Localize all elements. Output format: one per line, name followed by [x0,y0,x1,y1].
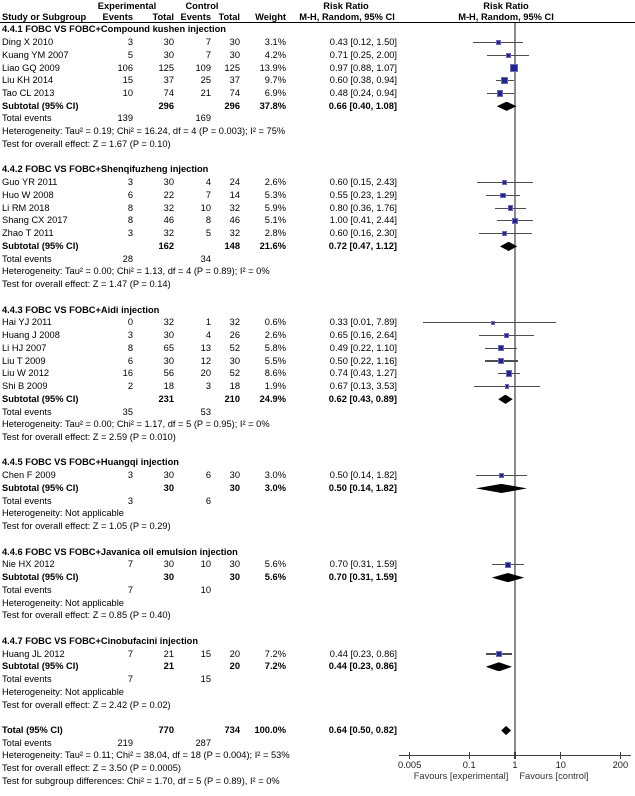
control-total: 18 [229,381,240,392]
experimental-events: 5 [127,49,133,60]
experimental-events: 3 [127,330,133,341]
overall-effect-test-text: Test for overall effect: Z = 1.05 (P = 0.29) [2,521,171,532]
axis-tick-label: 10 [555,759,566,770]
experimental-total: 125 [158,62,174,73]
weight-value: 3.0% [264,470,286,481]
total-events-experimental: 139 [117,113,133,124]
effect-square-marker [502,78,507,83]
control-total: 46 [229,215,240,226]
risk-ratio-ci-text: 0.70 [0.31, 1.59] [329,559,397,570]
heterogeneity-text: Heterogeneity: Not applicable [2,508,124,519]
axis-tick-label: 0.1 [462,759,476,770]
risk-ratio-ci-text: 0.48 [0.24, 0.94] [329,88,397,98]
overall-effect-test-text: Test for overall effect: Z = 2.42 (P = 0.02) [2,699,171,710]
total-events-label: Total events [2,406,52,417]
total-events-control: 169 [195,113,211,124]
overall-effect-test-text: Test for overall effect: Z = 1.47 (P = 0.14) [2,279,171,290]
risk-ratio-ci-text: 0.44 [0.23, 0.86] [329,648,397,659]
column-total-experimental: Total [152,11,174,22]
subtotal-diamond [476,484,527,493]
study-name: Liu T 2009 [2,355,46,366]
axis-tick-label: 0.005 [397,759,422,770]
control-events: 6 [205,470,211,481]
subtotal-control-total: 148 [224,240,240,251]
weight-value: 6.9% [264,88,286,98]
total-events-control: 53 [200,406,211,417]
experimental-events: 15 [122,75,133,86]
control-events: 8 [205,215,211,226]
risk-ratio-ci-text: 0.71 [0.25, 2.00] [329,49,397,60]
effect-square-marker [509,206,513,210]
subtotal-ci-text: 0.50 [0.14, 1.82] [328,482,397,493]
experimental-total: 46 [163,215,174,226]
heterogeneity-text: Heterogeneity: Tau² = 0.00; Chi² = 1.17, df = 5 (P = 0.95); I² = 0% [2,419,270,430]
control-events: 5 [205,228,211,239]
subgroup-heading: 4.4.7 FOBC VS FOBC+Cinobufacini injection [2,635,199,646]
weight-value: 5.3% [264,189,286,200]
control-events: 3 [205,381,211,392]
subtotal-weight: 3.0% [264,482,286,493]
risk-ratio-ci-text: 0.49 [0.22, 1.10] [329,342,397,353]
axis-tick [560,752,561,759]
subtotal-diamond [498,395,512,404]
total-events-control: 10 [200,584,211,595]
subtotal-weight: 37.8% [259,100,286,111]
control-total: 37 [229,75,240,86]
experimental-events: 2 [127,381,133,392]
subtotal-label: Subtotal (95% CI) [2,572,79,583]
total-diamond [501,726,511,735]
risk-ratio-ci-text: 0.65 [0.16, 2.64] [329,330,397,341]
experimental-total: 30 [163,559,174,570]
axis-tick-label: 1 [512,759,518,770]
total-events-label: Total events [2,495,52,506]
weight-value: 8.6% [264,368,286,379]
study-name: Huang JL 2012 [2,648,65,659]
subtotal-diamond [492,573,525,582]
subtotal-weight: 21.6% [259,240,286,251]
header-rule [0,22,635,23]
subtotal-experimental-total: 21 [163,661,174,672]
control-events: 10 [200,559,211,570]
heterogeneity-text: Heterogeneity: Tau² = 0.11; Chi² = 38.04, df = 18 (P = 0.004); I² = 53% [2,750,290,761]
subtotal-label: Subtotal (95% CI) [2,240,79,251]
subtotal-weight: 7.2% [264,661,286,672]
control-events: 25 [200,75,211,86]
subtotal-weight: 24.9% [259,393,286,404]
column-risk-ratio-plot: Risk Ratio [483,1,529,11]
risk-ratio-ci-text: 0.67 [0.13, 3.53] [329,381,397,392]
effect-square-marker [498,91,502,95]
weight-value: 5.6% [264,559,286,570]
control-events: 15 [200,648,211,659]
study-name: Zhao T 2011 [2,228,54,239]
study-name: Liao GQ 2009 [2,62,60,73]
study-name: Ding X 2010 [2,37,54,48]
total-events-experimental: 7 [127,584,133,595]
subtotal-control-total: 210 [224,393,240,404]
favours-control-label: Favours [control] [519,770,589,781]
experimental-events: 8 [127,342,133,353]
subtotal-experimental-total: 30 [163,482,174,493]
experimental-total: 56 [163,368,174,379]
risk-ratio-ci-text: 0.60 [0.16, 2.30] [329,228,397,239]
column-group-experimental: Experimental [97,1,157,11]
control-events: 7 [205,37,211,48]
total-experimental-total: 770 [158,725,174,735]
experimental-total: 21 [163,648,174,659]
weight-value: 2.6% [264,330,286,341]
subtotal-ci-text: 0.62 [0.43, 0.89] [328,393,397,404]
experimental-events: 3 [127,228,133,239]
column-events-control: Events [180,11,211,22]
experimental-total: 30 [163,177,174,188]
weight-value: 5.8% [264,342,286,353]
subtotal-experimental-total: 231 [158,393,174,404]
effect-square-marker [503,232,506,235]
weight-value: 5.1% [264,215,286,226]
total-ci-text: 0.64 [0.50, 0.82] [328,725,397,735]
weight-value: 2.8% [264,228,286,239]
weight-value: 0.6% [264,317,286,328]
subtotal-control-total: 20 [229,661,240,672]
subtotal-experimental-total: 30 [163,572,174,583]
experimental-total: 30 [163,330,174,341]
experimental-total: 22 [163,189,174,200]
subgroup-heading: 4.4.2 FOBC VS FOBC+Shenqifuzheng injection [2,164,209,175]
favours-experimental-label: Favours [experimental] [413,770,509,781]
experimental-total: 32 [163,317,174,328]
total-events-label: Total events [2,253,52,264]
study-name: Li HJ 2007 [2,342,47,353]
weight-value: 9.7% [264,75,286,86]
subgroup-heading: 4.4.5 FOBC VS FOBC+Huangqi injection [2,457,179,468]
total-events-label: Total events [2,584,52,595]
heterogeneity-text: Heterogeneity: Tau² = 0.19; Chi² = 16.24, df = 4 (P = 0.003); I² = 75% [2,126,286,137]
subtotal-experimental-total: 296 [158,100,174,111]
control-total: 32 [229,317,240,328]
study-name: Li RM 2018 [2,202,50,213]
axis-tick [469,752,470,759]
axis-tick [409,752,410,759]
study-name: Huang J 2008 [2,330,60,341]
effect-square-marker [506,563,510,567]
control-events: 21 [200,88,211,98]
column-study-or-subgroup: Study or Subgroup [2,11,87,22]
experimental-total: 18 [163,381,174,392]
axis-tick [514,752,515,759]
experimental-events: 8 [127,215,133,226]
total-events-label: Total events [2,674,52,685]
experimental-events: 16 [122,368,133,379]
subtotal-label: Subtotal (95% CI) [2,393,79,404]
study-name: Shi B 2009 [2,381,48,392]
overall-effect-test-text: Test for overall effect: Z = 0.85 (P = 0.40) [2,610,171,621]
subgroup-differences-test-text: Test for subgroup differences: Chi² = 1.70, df = 5 (P = 0.89), I² = 0% [2,775,280,786]
effect-square-marker [503,181,506,184]
axis-tick [620,752,621,759]
column-method-plot: M-H, Random, 95% CI [458,11,554,22]
total-events-experimental: 28 [122,253,133,264]
risk-ratio-ci-text: 0.97 [0.88, 1.07] [329,62,397,73]
risk-ratio-ci-text: 0.60 [0.38, 0.94] [329,75,397,86]
control-total: 26 [229,330,240,341]
subgroup-heading: 4.4.3 FOBC VS FOBC+Aidi injection [2,304,160,315]
total-events-control: 287 [195,737,211,748]
subtotal-label: Subtotal (95% CI) [2,482,79,493]
subtotal-experimental-total: 162 [158,240,174,251]
heterogeneity-text: Heterogeneity: Not applicable [2,597,124,608]
column-group-control: Control [185,1,219,11]
total-events-experimental: 219 [117,737,133,748]
effect-square-marker [499,346,503,350]
subtotal-diamond [486,662,512,671]
weight-value: 3.1% [264,37,286,48]
experimental-total: 65 [163,342,174,353]
overall-effect-test-text: Test for overall effect: Z = 1.67 (P = 0.10) [2,138,171,149]
total-events-experimental: 35 [122,406,133,417]
total-control-total: 734 [224,725,240,735]
control-total: 30 [229,37,240,48]
risk-ratio-ci-text: 0.74 [0.43, 1.27] [329,368,397,379]
experimental-events: 6 [127,355,133,366]
effect-square-marker [497,652,501,656]
total-events-label: Total events [2,737,52,748]
control-total: 30 [229,470,240,481]
risk-ratio-ci-text: 0.50 [0.22, 1.16] [329,355,397,366]
subgroup-heading: 4.4.6 FOBC VS FOBC+Javanica oil emulsion injection [2,546,238,557]
study-name: Hai YJ 2011 [2,317,52,328]
control-events: 7 [205,189,211,200]
subtotal-control-total: 296 [224,100,240,111]
experimental-events: 8 [127,202,133,213]
experimental-total: 30 [163,37,174,48]
control-events: 13 [200,342,211,353]
subtotal-ci-text: 0.70 [0.31, 1.59] [328,572,397,583]
control-events: 4 [205,177,211,188]
control-events: 7 [205,49,211,60]
effect-square-marker [492,322,494,324]
study-name: Chen F 2009 [2,470,56,481]
experimental-total: 32 [163,228,174,239]
risk-ratio-ci-text: 0.55 [0.23, 1.29] [329,189,397,200]
study-name: Nie HX 2012 [2,559,55,570]
study-name: Kuang YM 2007 [2,49,69,60]
total-events-control: 34 [200,253,211,264]
study-name: Huo W 2008 [2,189,54,200]
effect-square-marker [499,359,503,363]
effect-square-marker [505,334,508,337]
control-total: 30 [229,559,240,570]
experimental-events: 3 [127,470,133,481]
ci-line [423,322,556,323]
control-events: 109 [195,62,211,73]
experimental-total: 30 [163,49,174,60]
weight-value: 5.9% [264,202,286,213]
experimental-events: 106 [117,62,133,73]
experimental-total: 74 [163,88,174,98]
subtotal-ci-text: 0.72 [0.47, 1.12] [328,240,397,251]
weight-value: 7.2% [264,648,286,659]
study-name: Liu KH 2014 [2,75,54,86]
control-total: 14 [229,189,240,200]
subtotal-weight: 5.6% [264,572,286,583]
control-events: 1 [205,317,211,328]
column-events-experimental: Events [102,11,133,22]
risk-ratio-ci-text: 0.33 [0.01, 7.89] [329,317,397,328]
risk-ratio-ci-text: 0.50 [0.14, 1.82] [329,470,397,481]
subtotal-label: Subtotal (95% CI) [2,661,79,672]
total-weight: 100.0% [254,725,286,735]
subtotal-ci-text: 0.44 [0.23, 0.86] [328,661,397,672]
effect-square-marker [507,371,512,376]
experimental-events: 3 [127,177,133,188]
total-events-experimental: 7 [127,674,133,685]
weight-value: 1.9% [264,381,286,392]
column-total-control: Total [218,11,240,22]
effect-square-marker [500,474,503,477]
risk-ratio-ci-text: 0.43 [0.12, 1.50] [329,37,397,48]
experimental-total: 32 [163,202,174,213]
column-risk-ratio-text: Risk Ratio [323,1,369,11]
control-events: 10 [200,202,211,213]
control-total: 24 [229,177,240,188]
column-weight: Weight [255,11,286,22]
control-events: 12 [200,355,211,366]
total-events-experimental: 3 [127,495,133,506]
total-events-label: Total events [2,113,52,124]
risk-ratio-ci-text: 0.60 [0.15, 2.43] [329,177,397,188]
subgroup-heading: 4.4.1 FOBC VS FOBC+Compound kushen injection [2,24,226,35]
total-events-control: 6 [205,495,211,506]
control-total: 30 [229,49,240,60]
control-total: 32 [229,202,240,213]
study-name: Tao CL 2013 [2,88,55,98]
effect-square-marker [506,385,509,388]
effect-square-marker [507,54,510,57]
control-total: 32 [229,228,240,239]
weight-value: 13.9% [259,62,286,73]
weight-value: 4.2% [264,49,286,60]
effect-square-marker [497,41,500,44]
overall-effect-test-text: Test for overall effect: Z = 2.59 (P = 0.010) [2,431,176,442]
experimental-events: 6 [127,189,133,200]
control-total: 125 [224,62,240,73]
experimental-events: 7 [127,648,133,659]
effect-square-marker [501,194,505,198]
total-label: Total (95% CI) [2,725,63,735]
weight-value: 5.5% [264,355,286,366]
experimental-events: 7 [127,559,133,570]
weight-value: 2.6% [264,177,286,188]
subtotal-label: Subtotal (95% CI) [2,100,79,111]
column-method-text: M-H, Random, 95% CI [299,11,395,22]
control-events: 4 [205,330,211,341]
heterogeneity-text: Heterogeneity: Not applicable [2,686,124,697]
subtotal-control-total: 30 [229,482,240,493]
study-name: Shang CX 2017 [2,215,68,226]
experimental-total: 30 [163,470,174,481]
effect-square-marker [511,65,517,71]
experimental-events: 3 [127,37,133,48]
heterogeneity-text: Heterogeneity: Tau² = 0.00; Chi² = 1.13, df = 4 (P = 0.89); I² = 0% [2,266,270,277]
subtotal-control-total: 30 [229,572,240,583]
experimental-events: 10 [122,88,133,98]
experimental-events: 0 [127,317,133,328]
risk-ratio-ci-text: 1.00 [0.41, 2.44] [329,215,397,226]
control-total: 52 [229,342,240,353]
line-of-no-effect [514,23,516,755]
experimental-total: 37 [163,75,174,86]
control-total: 52 [229,368,240,379]
effect-square-marker [513,219,517,223]
total-events-control: 15 [200,674,211,685]
control-events: 20 [200,368,211,379]
study-name: Liu W 2012 [2,368,50,379]
axis-tick-label: 200 [612,759,629,770]
risk-ratio-ci-text: 0.80 [0.36, 1.76] [329,202,397,213]
subtotal-ci-text: 0.66 [0.40, 1.08] [328,100,397,111]
control-total: 20 [229,648,240,659]
control-total: 30 [229,355,240,366]
experimental-total: 30 [163,355,174,366]
overall-effect-test-text: Test for overall effect: Z = 3.50 (P = 0.0005) [2,763,181,774]
study-name: Guo YR 2011 [2,177,58,188]
control-total: 74 [229,88,240,98]
